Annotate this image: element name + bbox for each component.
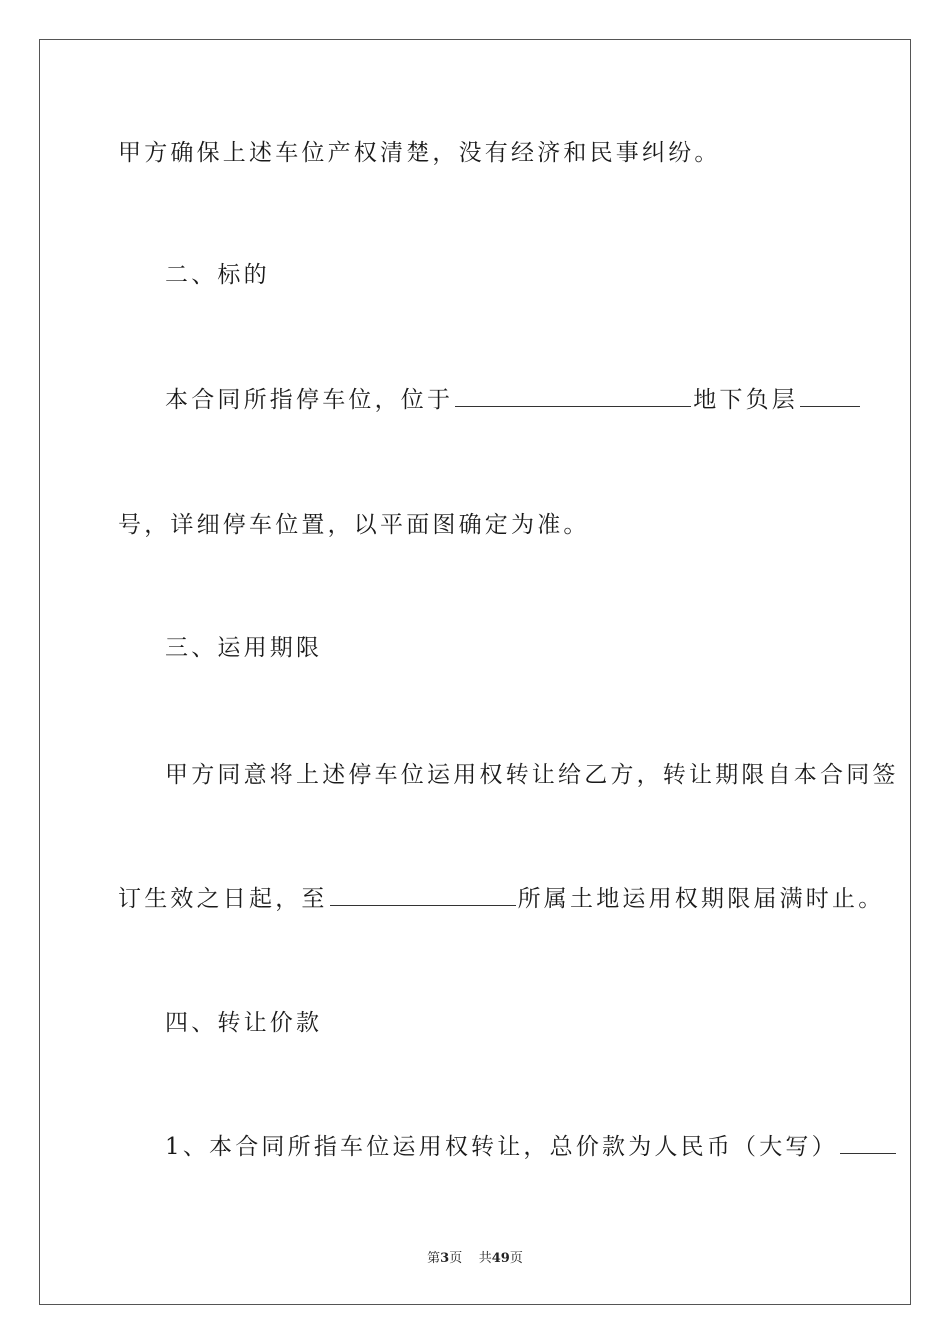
paragraph-term-cont (118, 884, 884, 914)
total-page-count: 49 (491, 1251, 510, 1266)
paragraph-text: 号，详细停车位置，以平面图确定为准。 (118, 512, 590, 538)
total-prefix: 共 (478, 1251, 492, 1266)
total-suffix: 页 (509, 1251, 523, 1266)
paragraph-text: 甲方确保上述车位产权清楚，没有经济和民事纠纷。 (118, 140, 721, 166)
paragraph-term (165, 760, 899, 790)
page-suffix: 页 (449, 1251, 463, 1266)
heading-text: 三、运用期限 (165, 635, 323, 661)
paragraph-price (165, 1132, 898, 1162)
paragraph-location-cont (118, 510, 590, 540)
paragraph-text: 地下负层 (693, 387, 799, 413)
fill-blank-floor[interactable] (800, 386, 860, 407)
page-border (39, 39, 911, 1305)
heading-text: 四、转让价款 (165, 1010, 323, 1036)
section-heading-2 (165, 260, 270, 290)
section-heading-4 (165, 1008, 322, 1038)
page-footer (0, 1247, 950, 1266)
fill-blank-price[interactable] (840, 1133, 896, 1154)
fill-blank-term[interactable] (330, 885, 516, 906)
fill-blank-address[interactable] (455, 386, 691, 407)
paragraph-text: 本合同所指停车位，位于 (165, 387, 454, 413)
paragraph-text: 1、本合同所指车位运用权转让，总价款为人民币（大写） (165, 1134, 838, 1160)
page-prefix: 第 (427, 1251, 441, 1266)
current-page-number: 3 (440, 1251, 450, 1266)
paragraph-text: 所属土地运用权期限届满时止。 (517, 886, 885, 912)
paragraph-text: 订生效之日起，至 (118, 886, 328, 912)
paragraph-text: 甲方同意将上述停车位运用权转让给乙方，转让期限自本合同签 (165, 762, 899, 788)
paragraph-ownership (118, 138, 721, 168)
section-heading-3 (165, 633, 322, 663)
heading-text: 二、标的 (165, 262, 270, 288)
paragraph-location (165, 385, 862, 415)
